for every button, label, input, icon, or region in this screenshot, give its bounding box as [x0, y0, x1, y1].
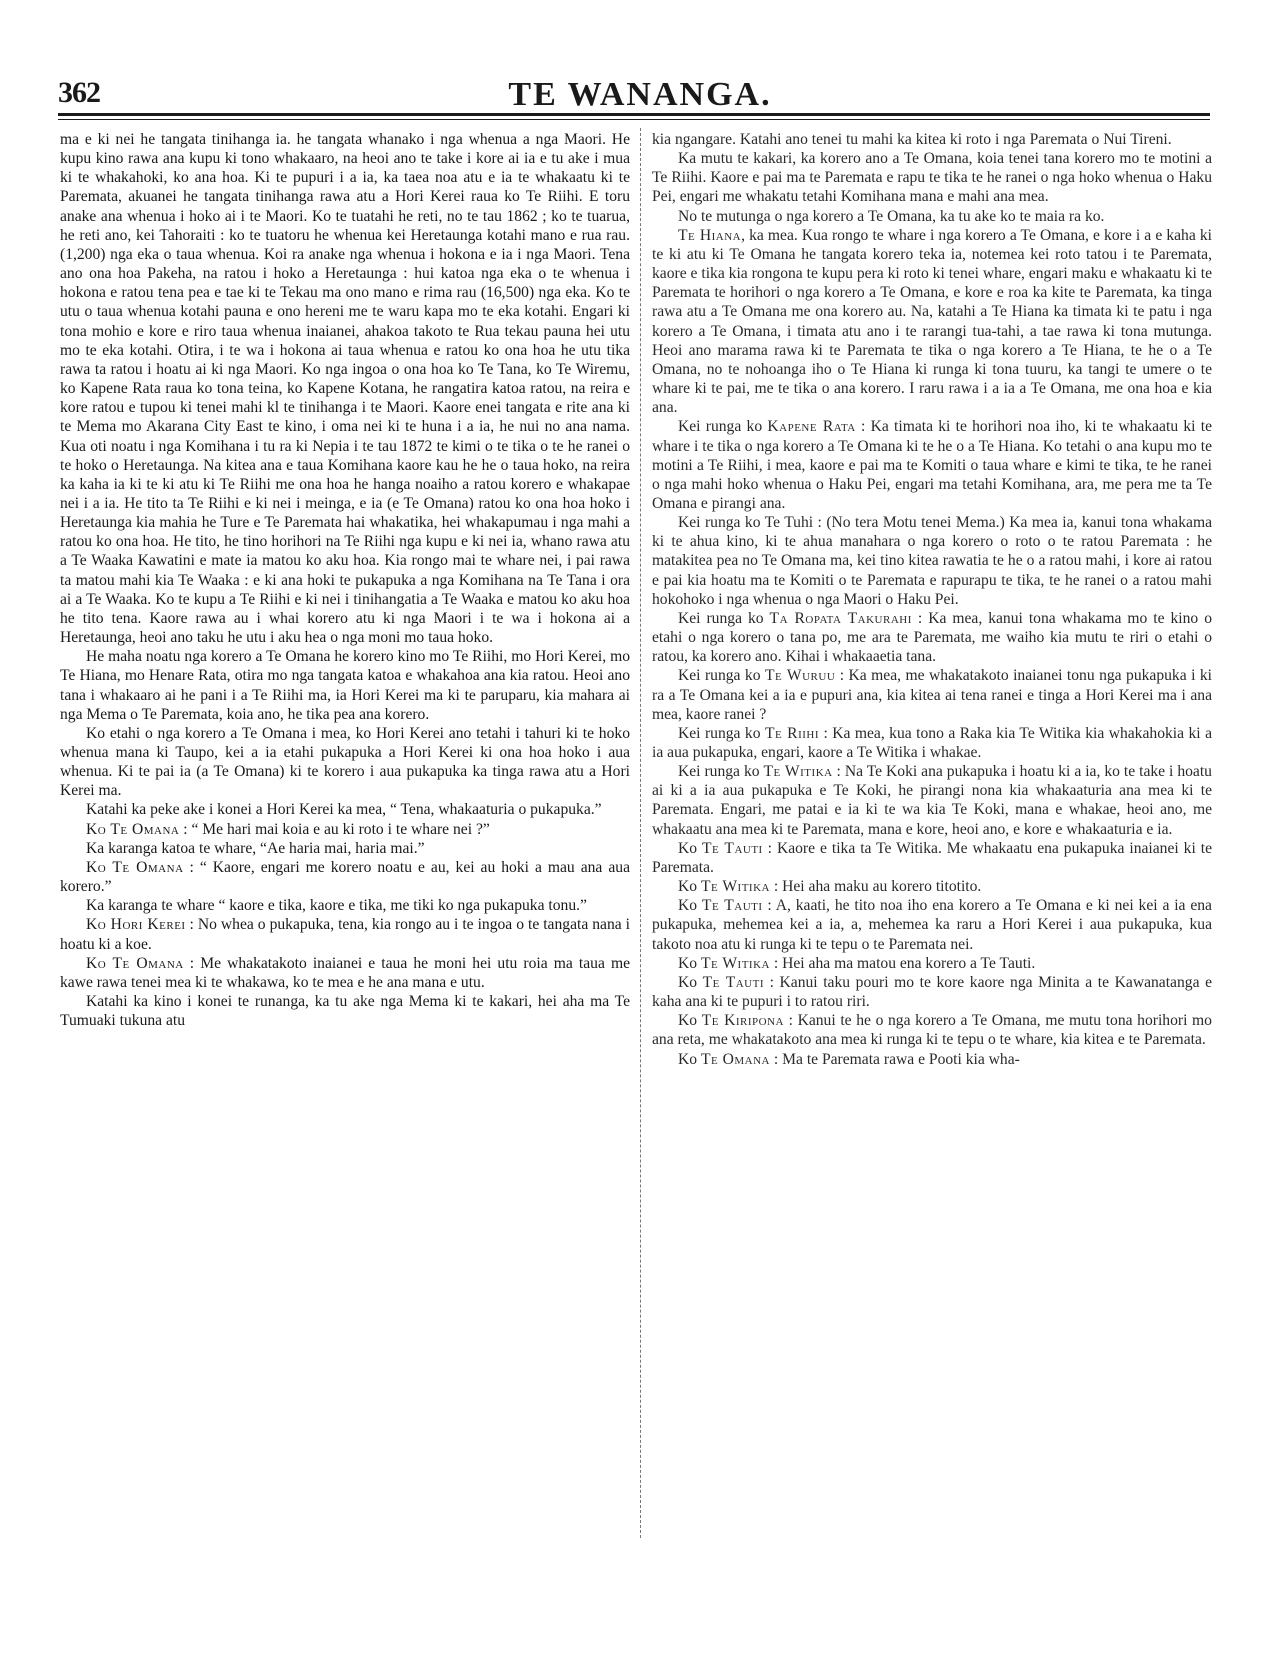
speaker-name: Ko Te Omana [86, 858, 184, 876]
speech-lead: Kei runga ko [678, 609, 770, 627]
speech-text: : Kaore e tika ta Te Witika. Me whakaatu ena pukapuka inaianei ki te Paremata. [652, 839, 1212, 876]
speech-lead: Ko [678, 897, 702, 915]
newspaper-title: TE WANANGA. [508, 76, 772, 113]
paragraph [60, 820, 630, 839]
paragraph [652, 513, 1212, 609]
speech-lead: Kei runga ko [678, 418, 768, 436]
speaker-name: Ko Hori Kerei [86, 916, 186, 934]
paragraph [652, 609, 1212, 666]
speaker-name: Te Riihi [764, 724, 819, 742]
speech-lead: Ko [678, 1050, 701, 1068]
paragraph [652, 839, 1212, 877]
column-divider [640, 128, 642, 1538]
paragraph [652, 896, 1212, 953]
speech-text: : No whea o pukapuka, tena, kia rongo au i te ingoa o te tangata nana i hoatu ki a koe. [60, 916, 630, 953]
speaker-name: Kapene Rata [767, 418, 856, 436]
speech-text: Ka mea ia, kanui tona whakama ki te ahua kino, ki te ahua manahara o nga korero o roto o te ratou Paremata : he matakitea pea no Te Omana ma, kei tino kitea rawatia te he o a ratou mahi, i kore ai ratou e pai kia hoatu ma te Komiti o te Paremata e rapurapu te tika, te he ranei o a ratou mahi hokohoko i nga whenua o nga Maori o Haku Pei. [652, 514, 1212, 608]
speech-text: : Hei aha maku au korero titotito. [769, 878, 982, 896]
speaker-name: Te Witika [700, 878, 770, 896]
paragraph [652, 724, 1212, 762]
speech-lead: Ko [678, 973, 703, 991]
speech-lead: Kei runga ko [678, 667, 765, 685]
speech-lead: Ko [678, 954, 701, 972]
speech-text: : Ka mea, kua tono a Raka kia Te Witika kia whakahokia ki a ia aua pukapuka, engari, kaore a Te Witika i whakae. [652, 724, 1212, 761]
paragraph [652, 973, 1212, 1011]
paragraph [652, 1011, 1212, 1049]
paragraph: Katahi ka kino i konei te runanga, ka tu ake nga Mema ki te kakari, hei aha ma Te Tumuaki tukuna atu [60, 993, 630, 1030]
paragraph: No te mutunga o nga korero a Te Omana, ka tu ake ko te maia ra ko. [678, 207, 1105, 225]
speech-lead: Kei runga ko [678, 724, 765, 742]
paragraph [652, 226, 1212, 418]
paragraph: kia ngangare. Katahi ano tenei tu mahi ka kitea ki roto i nga Paremata o Nui Tireni. [652, 131, 1172, 148]
paragraph [652, 877, 1212, 896]
speech-text: : “ Me hari mai koia e au ki roto i te whare nei ?” [179, 820, 490, 838]
speech-text: : “ Kaore, engari me korero noatu e au, kei au hoki a mau ana aua korero.” [60, 858, 630, 896]
right-column [652, 130, 1212, 1069]
paragraph [60, 915, 630, 953]
speaker-name: Te Tauti [701, 897, 763, 915]
paragraph: Ka mutu te kakari, ka korero ano a Te Omana, koia tenei tana korero mo te motini a Te Riihi. Kaore e pai ma te Paremata e rapu te tika te he ranei o nga hoko whenua o Haku Pei, engari me whakatu tetahi Komihana mana e mahi ana mea. [652, 150, 1212, 206]
paragraph [60, 954, 630, 992]
speech-text: : Na Te Koki ana pukapuka i hoatu ki a ia, ko te take i hoatu ai ki a ia aua pukapuka e Te Koki, he pirangi nona kia whakaaturia ana mea ki te Paremata. Engari, me patai e ia ki te wa kia Te Koki, mana e whakae, heoi ano, me whakaatu ana mea ki te Paremata, mana e kore, heoi ano, e kore e whakaaturia e ia. [652, 763, 1212, 838]
paragraph [652, 762, 1212, 839]
left-column [60, 130, 630, 1030]
speaker-name: Ko Te Omana [86, 954, 184, 972]
speaker-name: Te Kiripona [701, 1012, 784, 1030]
speech-lead: Kei runga ko Te Tuhi : (No tera Motu tenei Mema.) [678, 514, 1005, 532]
speech-text: : Hei aha ma matou ena korero a Te Tauti. [769, 954, 1036, 972]
paragraph: Ka karanga te whare “ kaore e tika, kaore e tika, me tiki ko nga pukapuka tonu.” [86, 897, 587, 915]
page-number: 362 [58, 76, 100, 109]
paragraph [60, 858, 630, 896]
speech-lead: Kei runga ko [678, 763, 764, 781]
paragraph: Ko etahi o nga korero a Te Omana i mea, ko Hori Kerei ano tetahi i tahuri ki te hoko whenua mana ki Taupo, kei a ia etahi pukapuka a Hori Kerei ki ona hoa hoko i aua whenua. Ki te pai ia (a Te Omana) ki te korero i aua pukapuka ka tinga rawa atu a Hori Kerei ma. [60, 724, 630, 800]
paragraph [652, 954, 1212, 973]
speaker-name: Te Omana [700, 1050, 770, 1068]
paragraph: Katahi ka peke ake i konei a Hori Kerei ka mea, “ Tena, whakaaturia o pukapuka.” [86, 801, 602, 819]
speech-text: : Ma te Paremata rawa e Pooti kia wha- [770, 1050, 1020, 1068]
speech-lead: Ko [678, 878, 701, 896]
paragraph: ma e ki nei he tangata tinihanga ia. he tangata whanako i nga whenua a nga Maori. He kupu kino rawa ana kupu ki tono whakaaro, na heoi ano te take i kore ai ia e tu ake i mua ki te whakahoki, ko ana hoa. Ki te pupuri i a ia, ka taea noa atu e ia te whakaatu ki te Paremata, akuanei he tangata tinihanga rawa atu a Hori Kerei raua ko Te Riihi. E toru anake ana whenua i hoko ai i te Maori. Ko te tuatahi he reti, no te tau 1862 ; ko te tuarua, he reti ano, kei Tahoraiti : ko te tuatoru he whenua kei Heretaunga kotahi mano e rua rau. (1,200) nga eka o taua whenua. Koi ra anake nga whenua i hokona e ia i nga Maori. Tena ano ona hoa Pakeha, na ratou i hoko a Heretaunga : hui katoa nga eka o te whenua i hokona e ratou tena pea e tae ki te Tekau ma ono mano e rima rau (16,500) nga eka. Ko te utu o taua whenua kotahi pauna e ono hereni me te waru kapa mo te eka kotahi. Engari ki tona mohio e kore e riro taua whenua inaianei, ahakoa takoto te Rua tekau pauna hei utu mo te eka kotahi. Otira, i te wa i hokona ai taua whenua e ratou ko ona hoa he utu tika rawa ta ratou i hoatu ai ki nga Maori. Ko nga ingoa o ona hoa ko Te Tana, ko Te Wiremu, ko Kapene Rata raua ko tona teina, ko Kapene Kotana, he rangatira katoa ratou, na reira e kore ratou e tupou ki tenei mahi kl te tinihanga i te Maori. Kaore enei tangata e rite ana ki te Mema mo Akarana City East te kino, i oma nei ki te huna i a ia, he nui no ana nama. Kua oti noatu i nga Komihana i tu ra ki Nepia i te tau 1872 te kimi o te tika o te he ranei o te hoko o Heretaunga. Na kitea ana e taua Komihana kaore kau he he o taua hoko, na reira ka kaha ia ki te ki atu ki Te Riihi me ona hoa he hanga noaiho a ratou korero e whakapae nei i a ia. He tito ta Te Riihi e ki nei i meinga, e ia (e Te Omana) ratou ko ona hoa hoko i Heretaunga kia mahia he Ture e Te Paremata hai whakatika, hei whakapumau i nga mahi a ratou ko ona hoa. He tito, he tino horihori na Te Riihi nga kupu e ki nei ia, whano rawa atu a Te Waaka Kawatini e mate ia matou ko aku hoa. Kia rongo mai te whare nei, i pai rawa ta matou mahi kia Te Waaka : e ki ana hoki te pukapuka a nga Komihana na Te Tana i ora ai a Te Waaka. Ko te kupu a Te Riihi e ki nei i tinihangatia a Te Waaka e matou ko aku hoa he tito tena. Kaore rawa au i whai korero atu ki nga Maori i te wa i hokona ai a Heretaunga, heoi ano taku he utu i aku hea o nga moni mo taua hoko. [60, 131, 630, 647]
header-rule-thick [58, 113, 1210, 116]
speaker-name: Te Tauti [702, 839, 763, 857]
speech-text: : Ka mea, kanui tona whakama mo te kino o etahi o nga korero o tana po, me ara te Paremata, me waiho kia mutu te riri o etahi o ratou, ka korero ano. Kihai i whakaaetia tana. [652, 609, 1212, 666]
speech-text: : Me whakatakoto inaianei e taua he moni hei utu roia ma taua me kawe rawa tenei mea ki te whakawa, ko te mea e he ana mana e utu. [60, 954, 631, 991]
speech-text: , ka mea. Kua rongo te whare i nga korero a Te Omana, e kore i a e kaha ki te ki atu ki Te Omana he tangata korero teka ia, notemea kei roto tatou i te Paremata, kaore e tika kia rongona te kupu pera ki roto ki tenei whare, engari maku e whakaatu ki te Paremata te horihori o nga korero a Te Omana, e kore e roa ka kite te Paremata, ka tinga rawa atu a Te Omana me ona korero au. Na, katahi a Te Hiana ka timata ki te patu i nga korero a Te Omana, i timata atu ano i te rarangi tua-tahi, a tae rawa ki tona mutunga. Heoi ano marama rawa ki te Paremata te tika o nga korero a Te Hiana, te he o a Te Omana, no te nohoanga iho o Te Hiana ki runga ki tona tuuru, ka tangi te umere o te whare ki te pai, me te tika o ana korero. I raru rawa i a ia a Te Omana, me ona hoa e kia ana. [652, 226, 1212, 417]
paragraph [652, 666, 1212, 723]
speech-text: : Ka timata ki te horihori noa iho, ki te whakaatu ki te whare i te tika o nga korero a Te Omana ki te he o a Te Hiana. Ko tetahi o ana kupu mo te motini a Te Riihi, i mea, kaore e pai ma te Komiti o taua whare e kimi te tika, te he ranei o nga mahi hoko whenua o Haku Pei, engari ma tetahi Komihana, ara, me pera me ta Te Omana e pirangi ana. [652, 418, 1213, 512]
speech-text: : Kanui taku pouri mo te kore kaore nga Minita a te Kawanatanga e kaha ana ki te pupuri i to ratou riri. [652, 973, 1212, 1011]
paragraph: Ka karanga katoa te whare, “Ae haria mai, haria mai.” [86, 839, 425, 857]
speaker-name: Te Witika [700, 954, 770, 972]
speaker-name: Te Wuruu [764, 667, 836, 685]
speaker-name: Ta Ropata Takurahi [769, 609, 912, 627]
speech-text: : Kanui te he o nga korero a Te Omana, me mutu tona horihori mo ana reta, me whakatakoto ana mea ki runga ki te tepu o te whare, kia kitea e te Paremata. [652, 1012, 1212, 1049]
speech-lead: Ko [678, 1012, 702, 1030]
speech-text: : Ka mea, me whakatakoto inaianei tonu nga pukapuka i ki ra a Te Omana kei a ia e pupuri ana, kia kitea ai tena ranei e tinga a Hori Kerei ma i ana mea, kaore ranei ? [652, 667, 1213, 723]
paragraph [652, 1050, 1212, 1069]
speech-lead: Ko [678, 839, 703, 857]
paragraph [652, 417, 1212, 513]
speaker-name: Te Tauti [702, 973, 765, 991]
speaker-name: Ko Te Omana [86, 820, 180, 838]
speaker-name: Te Hiana [678, 226, 742, 244]
paragraph: He maha noatu nga korero a Te Omana he korero kino mo Te Riihi, mo Hori Kerei, mo Te Hiana, mo Henare Rata, otira mo nga tangata katoa e whakahoa ana kia ratou. Heoi ano tana i whakaaro ai he pani i a Te Riihi ma, ia Hori Kerei ma ki te paruparu, kia mahara ai nga Mema o Te Paremata, koia ano, he tika pea ana korero. [60, 648, 630, 723]
header-rule-thin [58, 119, 1210, 120]
speaker-name: Te Witika [763, 763, 833, 781]
speech-text: : A, kaati, he tito noa iho ena korero a Te Omana e ki nei kei a ia ena pukapuka, mehemea kei a ia, a, mehemea ka raru a Hori Kerei i aua pukapuka, kua takoto noa atu ki runga ki te tepu o te Paremata nei. [652, 897, 1212, 953]
